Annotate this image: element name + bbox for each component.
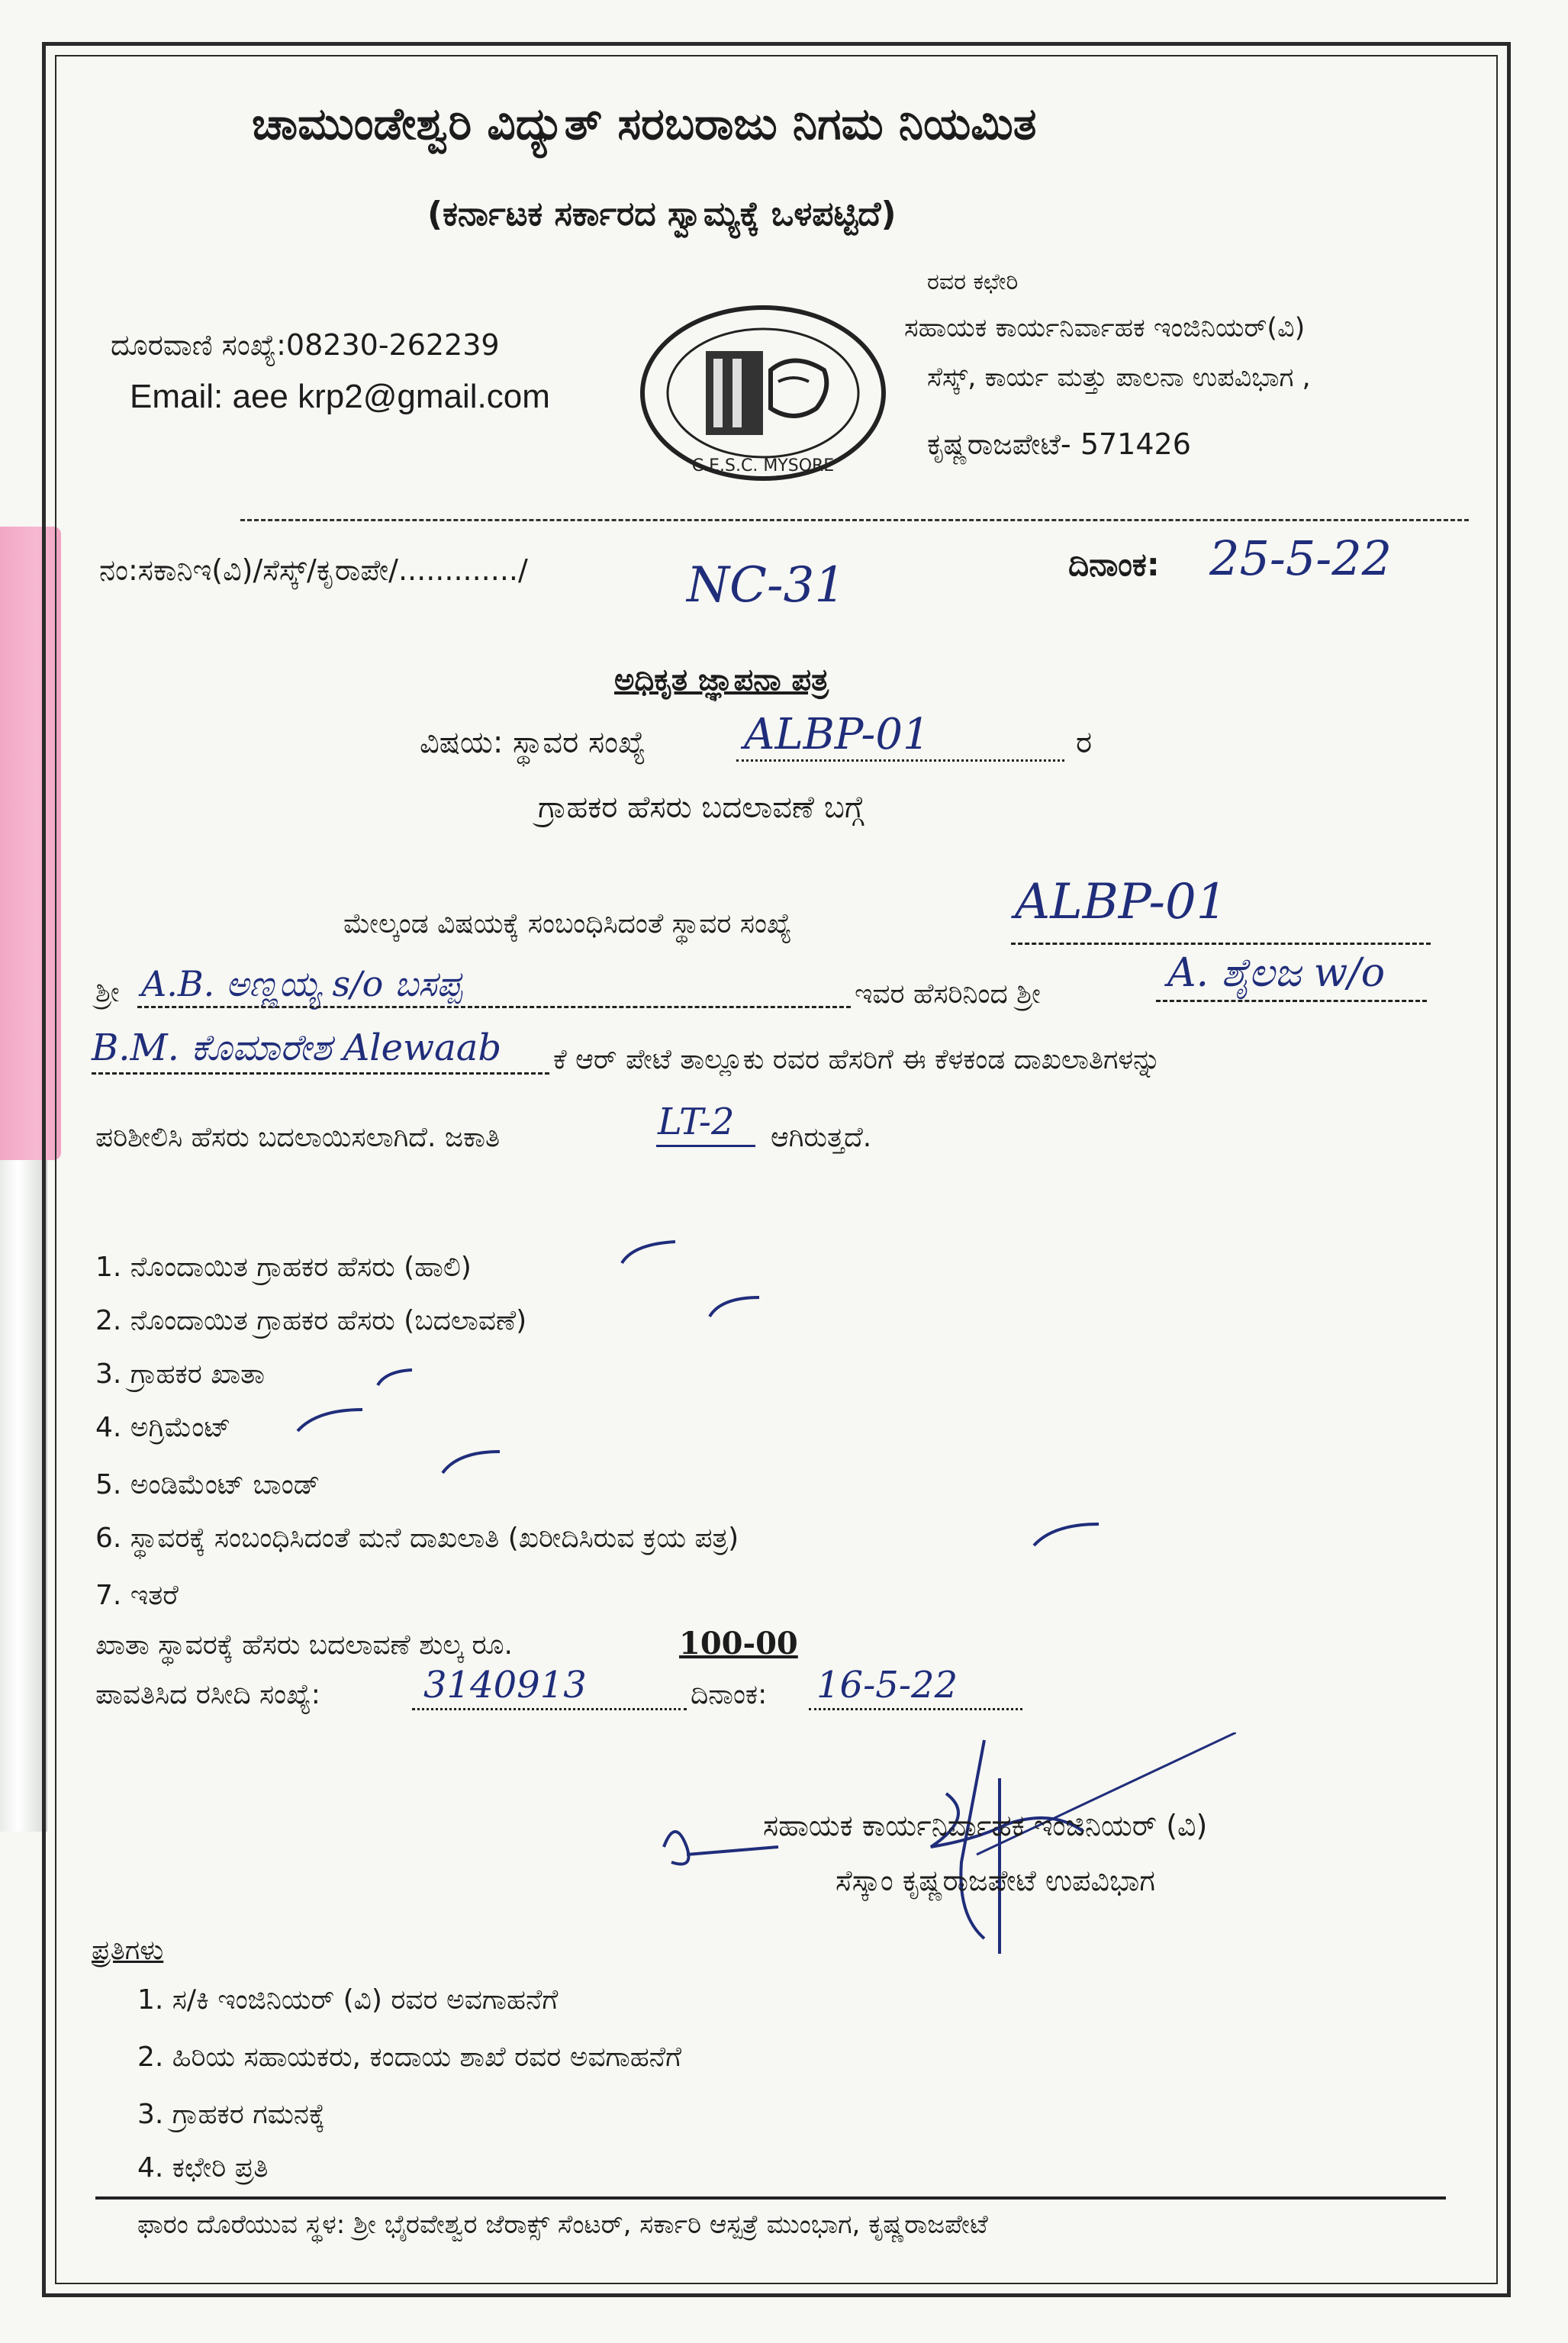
company-subtitle: (ಕರ್ನಾಟಕ ಸರ್ಕಾರದ ಸ್ವಾಮ್ಯಕ್ಕೆ ಒಳಪಟ್ಟಿದೆ): [427, 195, 897, 234]
company-name: ಚಾಮುಂಡೇಶ್ವರಿ ವಿದ್ಯುತ್ ಸರಬರಾಜು ನಿಗಮ ನಿಯಮಿತ: [252, 98, 1037, 150]
document-item-2: 2. ನೊಂದಾಯಿತ ಗ್ರಾಹಕರ ಹೆಸರು (ಬದಲಾವಣೆ): [95, 1305, 527, 1336]
document-item-5: 5. ಅಂಡಿಮೆಂಟ್ ಬಾಂಡ್: [95, 1469, 320, 1500]
office-line-1: ರವರ ಕಛೇರಿ: [927, 269, 1019, 295]
copy-item-3: 3. ಗ್ರಾಹಕರ ಗಮನಕ್ಕೆ: [137, 2099, 325, 2130]
office-line-4: ಕೃಷ್ಣರಾಜಪೇಟೆ- 571426: [927, 427, 1191, 461]
document-item-6: 6. ಸ್ಥಾವರಕ್ಕೆ ಸಂಬಂಧಿಸಿದಂತೆ ಮನೆ ದಾಖಲಾತಿ (ಖರೀದಿಸಿರುವ ಕ್ರಯ ಪತ್ರ): [95, 1523, 739, 1554]
email-address: Email: aee krp2@gmail.com: [130, 378, 550, 415]
signatory-line-2: ಸೆಸ್ಕಾಂ ಕೃಷ್ಣರಾಜಪೇಟೆ ಉಪವಿಭಾಗ: [836, 1864, 1155, 1897]
receipt-dotline: [412, 1708, 687, 1710]
copy-item-1: 1. ಸ/ಕಿ ಇಂಜಿನಿಯರ್ (ವಿ) ರವರ ಅವಗಾಹನೆಗೆ: [137, 1984, 559, 2016]
subject-dotline: [736, 759, 1064, 762]
body-line-4-suffix: ಆಗಿರುತ್ತದೆ.: [771, 1122, 872, 1153]
check-mark-icon: [706, 1290, 767, 1320]
cesc-logo-seal: [637, 301, 889, 485]
logo-text: C.E.S.C. MYSORE: [691, 456, 835, 475]
document-item-4: 4. ಅಗ್ರಿಮೆಂಟ್: [95, 1412, 231, 1443]
subject-label: ವಿಷಯ: ಸ್ಥಾವರ ಸಂಖ್ಯೆ: [420, 725, 646, 760]
copy-item-4: 4. ಕಛೇರಿ ಪ್ರತಿ: [137, 2152, 269, 2183]
body-line-3-text: ಕೆ ಆರ್ ಪೇಟೆ ತಾಲ್ಲೂಕು ರವರ ಹೆಸರಿಗೆ ಈ ಕೆಳಕಂಡ ದಾಖಲಾತಿಗಳನ್ನು: [553, 1044, 1161, 1075]
phone-number: ದೂರವಾಣಿ ಸಂಖ್ಯೆ:08230-262239: [111, 328, 500, 362]
reference-label: ನಂ:ಸಕಾನಿಇ(ವಿ)/ಸೆಸ್ಕ್/ಕೃರಾಪೇ/............./: [99, 553, 528, 587]
check-mark-icon: [618, 1236, 679, 1267]
document-item-7: 7. ಇತರೆ: [95, 1580, 179, 1611]
body-line-2-value2: A. ಶೈಲಜ w/o: [1167, 950, 1386, 996]
subject-suffix: ರ: [1076, 725, 1093, 760]
fee-label: ಖಾತಾ ಸ್ಥಾವರಕ್ಕೆ ಹೆಸರು ಬದಲಾವಣೆ ಶುಲ್ಕ ರೂ.: [95, 1629, 513, 1661]
document-item-3: 3. ಗ್ರಾಹಕರ ಖಾತಾ: [95, 1358, 265, 1390]
document-item-1: 1. ನೊಂದಾಯಿತ ಗ್ರಾಹಕರ ಹೆಸರು (ಹಾಲಿ): [95, 1252, 472, 1283]
body-line-4-text: ಪರಿಶೀಲಿಸಿ ಹೆಸರು ಬದಲಾಯಿಸಲಾಗಿದೆ. ಜಕಾತಿ: [95, 1122, 501, 1153]
copy-item-2: 2. ಹಿರಿಯ ಸಹಾಯಕರು, ಕಂದಾಯ ಶಾಖೆ ರವರ ಅವಗಾಹನೆಗೆ: [137, 2042, 682, 2073]
check-mark-icon: [294, 1404, 370, 1435]
body-line-3-dashline: [92, 1072, 549, 1075]
body-line-2-mid: ಇವರ ಹೆಸರಿನಿಂದ ಶ್ರೀ: [855, 978, 1041, 1010]
receipt-date: 16-5-22: [816, 1664, 958, 1706]
reference-date: 25-5-22: [1209, 530, 1393, 586]
check-mark-icon: [439, 1446, 507, 1477]
tariff-value: LT-2: [658, 1101, 735, 1143]
body-line-1-dashline: [1011, 943, 1431, 945]
office-line-2: ಸಹಾಯಕ ಕಾರ್ಯನಿರ್ವಾಹಕ ಇಂಜಿನಿಯರ್(ವಿ): [904, 313, 1306, 343]
receipt-date-dotline: [809, 1708, 1022, 1710]
footer-note: ಫಾರಂ ದೊರೆಯುವ ಸ್ಥಳ: ಶ್ರೀ ಭೈರವೇಶ್ವರ ಜೆರಾಕ್ಸ್ ಸೆಂಟರ್, ಸರ್ಕಾರಿ ಆಸ್ಪತ್ರೆ ಮುಂಭಾಗ, ಕೃಷ್ಣರಾಜಪೇಟೆ: [137, 2209, 988, 2240]
officer-signature: [656, 1732, 1236, 1961]
check-mark-icon: [1030, 1519, 1106, 1549]
reference-number: NC-31: [687, 557, 846, 614]
signatory-line-1: ಸಹಾಯಕ ಕಾರ್ಯನಿರ್ವಾಹಕ ಇಂಜಿನಿಯರ್ (ವಿ): [763, 1809, 1208, 1842]
body-line-2-value: A.B. ಅಣ್ಣಯ್ಯ s/o ಬಸಪ್ಪ: [141, 963, 462, 1004]
office-line-3: ಸೆಸ್ಕ್, ಕಾರ್ಯ ಮತ್ತು ಪಾಲನಾ ಉಪವಿಭಾಗ ,: [927, 363, 1311, 393]
subject-value: ALBP-01: [744, 710, 930, 759]
tariff-underline: [656, 1145, 755, 1147]
copies-heading: ಪ್ರತಿಗಳು: [92, 1935, 164, 1966]
receipt-label: ಪಾವತಿಸಿದ ರಸೀದಿ ಸಂಖ್ಯೆ:: [95, 1679, 320, 1710]
body-line-1-value: ALBP-01: [1015, 874, 1228, 930]
body-line-3-value: B.M. ಕೊಮಾರೇಶ Alewaab: [92, 1026, 502, 1069]
receipt-number: 3140913: [423, 1664, 587, 1706]
footer-rule: [95, 2196, 1446, 2200]
memo-title: ಅಧಿಕೃತ ಜ್ಞಾಪನಾ ಪತ್ರ: [614, 662, 829, 698]
body-line-2-dashline2: [1156, 1000, 1427, 1002]
header-separator: [240, 519, 1469, 521]
check-mark-icon: [374, 1366, 420, 1389]
body-line-2-prefix: ಶ್ರೀ: [95, 977, 120, 1008]
receipt-date-label: ದಿನಾಂಕ:: [691, 1679, 768, 1710]
subject-line-2: ಗ್ರಾಹಕರ ಹೆಸರು ಬದಲಾವಣೆ ಬಗ್ಗೆ: [538, 790, 864, 825]
date-label: ದಿನಾಂಕ:: [1068, 546, 1160, 583]
body-line-1-text: ಮೇಲ್ಕಂಡ ವಿಷಯಕ್ಕೆ ಸಂಬಂಧಿಸಿದಂತೆ ಸ್ಥಾವರ ಸಂಖ್ಯೆ: [343, 908, 792, 939]
plastic-binder-strip: [0, 1160, 47, 1832]
fee-amount: 100-00: [679, 1626, 798, 1661]
body-line-2-dashline: [137, 1006, 851, 1008]
